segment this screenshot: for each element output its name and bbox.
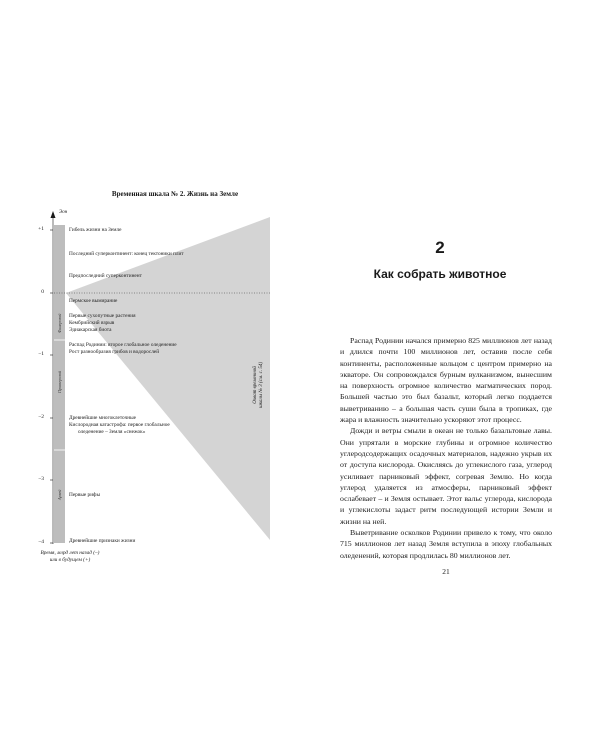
event-label: Рост разнообразия грибов и водорослей	[69, 349, 160, 355]
tick-label: 0	[41, 289, 44, 295]
event-label: Древнейшие признаки жизни	[69, 538, 136, 544]
event-label: Первые рифы	[69, 492, 101, 498]
caption-line: Время, млрд лет назад (–)	[40, 550, 100, 556]
event-label: Пермское вымирание	[69, 298, 118, 304]
paragraph: Выветривание осколков Родинии привело к тому, что около 715 миллионов лет назад Земля вступила в эпоху глобальных оледенений, которая продлилась 80 миллионов лет.	[340, 528, 552, 560]
scale-note-line: шкалы № 3 (см. с. 54)	[259, 362, 264, 408]
axis-arrow	[51, 211, 56, 218]
era-label: Архей	[57, 489, 62, 500]
scale-note-line: Охват временной	[253, 366, 258, 404]
event-label: Распад Родинии: второе глобальное оледенение	[69, 342, 177, 348]
era-label: Протерозой	[57, 371, 62, 393]
chapter-number: 2	[435, 238, 445, 257]
axis-ticks	[50, 230, 53, 543]
scale-note	[253, 340, 265, 430]
event-label: Последний суперконтинент: конец тектоники плит	[69, 251, 184, 257]
event-label: Древнейшие многоклеточные	[69, 415, 136, 421]
tick-label: −1	[38, 351, 44, 357]
paragraph: Дожди и ветры смыли в океан не только базальтовые лавы. Они упрятали в морские глубины и огромное количество углеродсодержащих осадочных материалов, надежно укрыв их от доступа кислорода. Окисляясь до углекислого газа, углерод усиливает парниковый эффект, согревая Землю. Но когда углерод удаляется из атмосферы, парниковый эффект ослабевает – и Земля остывает. Этот вальс углерода, кислорода и углекислоты задаст ритм последующей истории Земли и жизни на ней.	[340, 426, 552, 526]
era-label: Фанерозой	[57, 313, 62, 333]
tick-label: −4	[38, 539, 44, 545]
chapter-title: Как собрать животное	[373, 267, 507, 281]
event-label: Эдиакарская биота	[69, 327, 112, 333]
event-label: оледенение – Земля «снежок»	[78, 429, 146, 435]
page-number: 21	[442, 567, 450, 576]
event-label: Первые сухопутные растения	[69, 313, 136, 319]
tick-label: −3	[38, 476, 44, 482]
figure-title: Временная шкала № 2. Жизнь на Земле	[111, 190, 239, 198]
tick-label: +1	[38, 226, 44, 232]
figure-caption	[30, 550, 110, 564]
event-label: Кембрийский взрыв	[69, 320, 115, 326]
event-label: Гибель жизни на Земле	[69, 227, 122, 233]
event-label: Кислородная катастрофа: первое глобальное	[69, 422, 170, 428]
axis-unit-label: Эон	[59, 210, 68, 215]
tick-label: −2	[38, 414, 44, 420]
body-text	[340, 335, 552, 561]
caption-line: или в будущем (+)	[49, 557, 91, 563]
event-label: Предпоследний суперконтинент	[69, 273, 142, 279]
paragraph: Распад Родинии начался примерно 825 миллионов лет назад и длился почти 100 миллионов лет, оставив после себя континенты, расположенные кольцом с центром примерно на экваторе. Он сопровождался бурным вулканизмом, вынесшим на поверхность огромное количество магматических пород. Большей частью это был базальт, который легко поддается выветриванию – а большая часть суши была в тропиках, где жара и влажность значительно ускоряют этот процесс.	[340, 336, 552, 425]
